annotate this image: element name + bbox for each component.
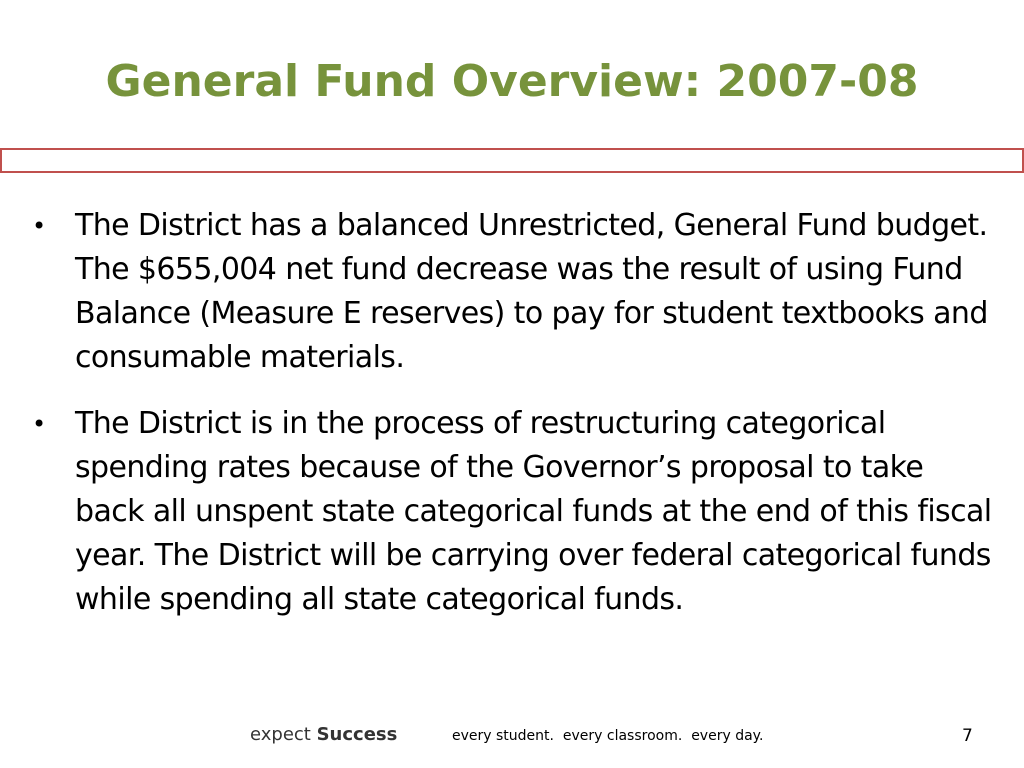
expect-success-logo bbox=[250, 724, 397, 745]
logo-text-bold: Success bbox=[316, 724, 398, 745]
footer-tagline: every student. every classroom. every day. bbox=[452, 728, 764, 744]
slide-footer bbox=[0, 720, 1024, 750]
bullet-item bbox=[30, 204, 1000, 380]
bullet-marker: • bbox=[32, 212, 46, 240]
page-number: 7 bbox=[962, 726, 973, 746]
bullet-item bbox=[30, 402, 1000, 622]
bullet-text: The District is in the process of restructuring categorical spending rates because of the Governor’s proposal to take back all unspent state categorical funds at the end of this fiscal year. The District will be carrying over federal categorical funds while spending all state categorical funds. bbox=[75, 406, 992, 617]
bullet-text: The District has a balanced Unrestricted, General Fund budget. The $655,004 net fund decrease was the result of using Fund Balance (Measure E reserves) to pay for student textbooks and consumable materials. bbox=[75, 208, 988, 375]
bullet-list bbox=[30, 204, 1000, 644]
title-divider bbox=[0, 148, 1024, 173]
slide-title: General Fund Overview: 2007-08 bbox=[105, 56, 919, 107]
logo-text-light: expect bbox=[250, 724, 317, 745]
bullet-marker: • bbox=[32, 410, 46, 438]
